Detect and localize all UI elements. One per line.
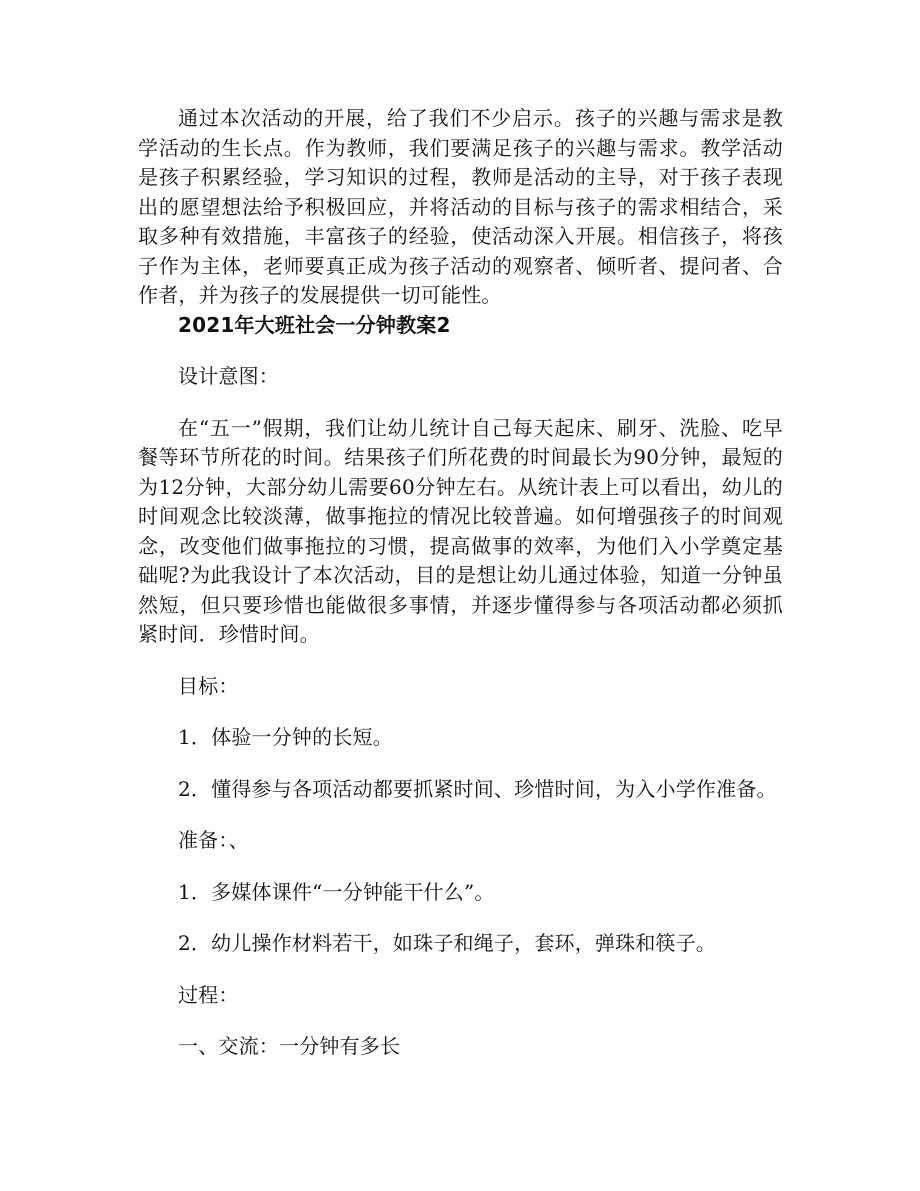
prep-item-2: 2．幼儿操作材料若干，如珠子和绳子，套环，弹珠和筷子。: [178, 931, 717, 955]
section-title: 2021年大班社会一分钟教案2: [178, 312, 451, 337]
prep-item-1: 1．多媒体课件“一分钟能干什么”。: [178, 879, 495, 904]
design-intent-label: 设计意图：: [178, 364, 279, 388]
process-label: 过程：: [178, 982, 239, 1007]
goals-label: 目标：: [178, 673, 239, 698]
design-intent-paragraph: 在“五一”假期，我们让幼儿统计自己每天起床、刷牙、洗脸、吃早餐等环节所花的时间。结果孩子们所花费的时间最长为90分钟，最短的为12分钟，大部分幼儿需要60分钟左右。从统计表上可以看出，幼儿的时间观念比较淡薄，做事拖拉的情况比较普遍。如何增强孩子的时间观念，改变他们做事拖拉的习惯，提高做事的效率，为他们入小学奠定基础呢?为此我设计了本次活动，目的是想让幼儿通过体验，知道一分钟虽然短，但只要珍惜也能做很多事情，并逐步懂得参与各项活动都必须抓紧时间．珍惜时间。: [138, 415, 783, 646]
document-body: [138, 104, 783, 1062]
goal-item-1: 1．体验一分钟的长短。: [178, 725, 393, 749]
prep-label: 准备：、: [178, 828, 249, 852]
goal-item-2: 2．懂得参与各项活动都要抓紧时间、珍惜时间，为入小学作准备。: [178, 776, 777, 801]
intro-paragraph: 通过本次活动的开展，给了我们不少启示。孩子的兴趣与需求是教学活动的生长点。作为教师，我们要满足孩子的兴趣与需求。教学活动是孩子积累经验，学习知识的过程，教师是活动的主导，对于孩子表现出的愿望想法给予积极回应，并将活动的目标与孩子的需求相结合，采取多种有效措施，丰富孩子的经验，使活动深入开展。相信孩子，将孩子作为主体，老师要真正成为孩子活动的观察者、倾听者、提问者、合作者，并为孩子的发展提供一切可能性。: [138, 106, 783, 307]
process-step-1: 一、交流：一分钟有多长: [178, 1034, 401, 1058]
